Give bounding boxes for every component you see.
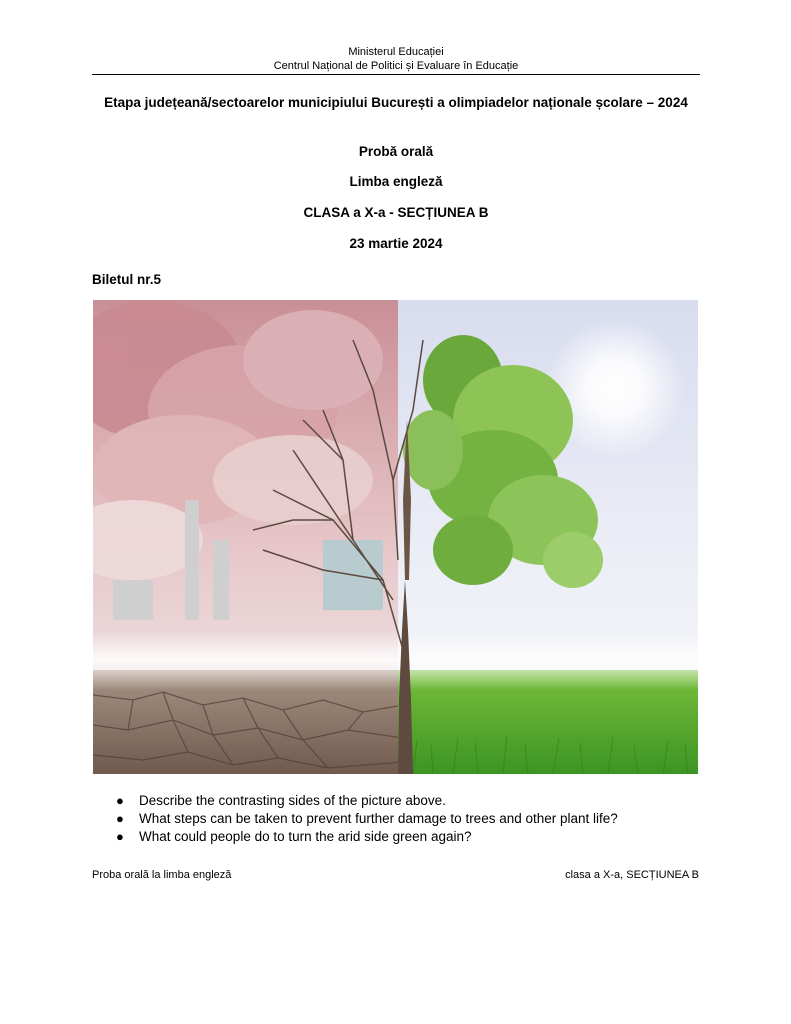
center-name: Centrul Național de Politici și Evaluare în Educație [273, 60, 519, 72]
question-text: Describe the contrasting sides of the picture above. [139, 793, 446, 808]
exam-date: 23 martie 2024 [349, 236, 443, 251]
picture-illustration [93, 300, 698, 774]
question-text: What steps can be taken to prevent further damage to trees and other plant life? [139, 811, 618, 826]
climate-contrast-picture [93, 300, 698, 774]
question-text: What could people do to turn the arid side green again? [139, 829, 472, 844]
footer-exam-name: Proba orală la limba engleză [92, 869, 232, 881]
list-item [92, 828, 700, 846]
subject: Limba engleză [349, 174, 443, 189]
list-item [92, 792, 700, 810]
ticket-number: Biletul nr.5 [92, 272, 162, 287]
bullet-icon: ● [116, 829, 124, 844]
document-header [92, 45, 700, 73]
header-divider [92, 74, 700, 75]
bullet-icon: ● [116, 793, 124, 808]
class-section: CLASA a X-a - SECȚIUNEA B [303, 205, 489, 220]
question-list [92, 792, 700, 846]
list-item [92, 810, 700, 828]
ground-mist [93, 630, 698, 690]
page-title: Etapa județeană/sectoarelor municipiului București a olimpiadelor naționale școlare – 2024 [104, 95, 688, 110]
bullet-icon: ● [116, 811, 124, 826]
footer-class-section: clasa a X-a, SECȚIUNEA B [565, 869, 699, 881]
exam-type: Probă orală [358, 144, 434, 159]
ministry-name: Ministerul Educației [348, 46, 444, 58]
